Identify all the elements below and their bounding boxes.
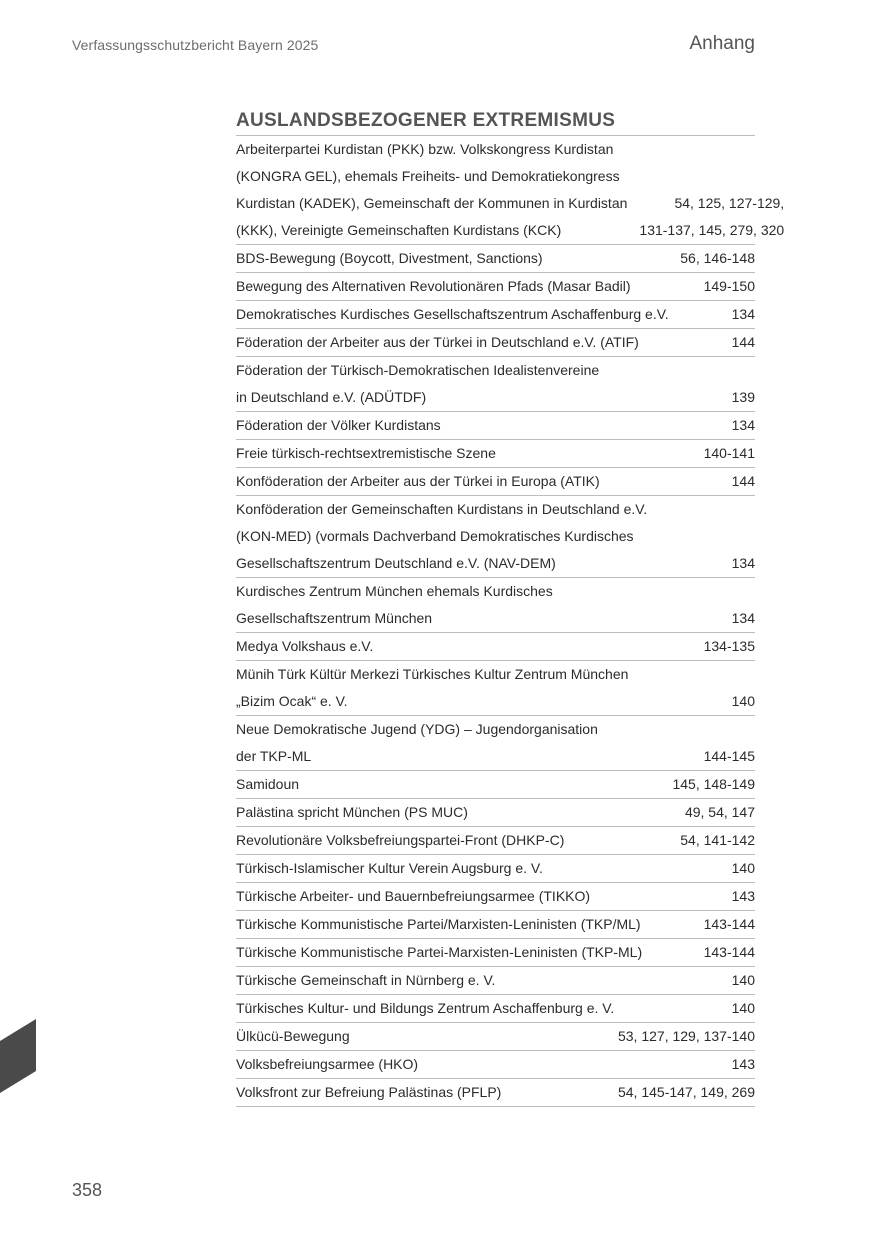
index-entry-pages [606, 1079, 755, 1106]
index-entry-term-line: Türkisches Kultur- und Bildungs Zentrum Aschaffenburg e. V. [236, 1000, 615, 1016]
index-entry-term-line: Gesellschaftszentrum München [236, 610, 433, 626]
index-entry-pages [720, 384, 755, 411]
index-entry-page-refs: 134 [731, 555, 755, 571]
index-entry-page-refs: 56, 146-148 [680, 250, 755, 266]
index-entry-term-line: (KON-MED) (vormals Dachverband Demokratisches Kurdisches [236, 528, 634, 544]
index-entry-term-line: Samidoun [236, 776, 300, 792]
index-entry-page-refs: 131-137, 145, 279, 320 [639, 222, 785, 238]
index-entry-term-line: in Deutschland e.V. (ADÜTDF) [236, 389, 427, 405]
index-entry [236, 468, 755, 496]
index-entry-term-line: (KONGRA GEL), ehemals Freiheits- und Demokratiekongress [236, 168, 620, 184]
index-entry-term-line: Volksfront zur Befreiung Palästinas (PFLP) [236, 1084, 502, 1100]
index-entry [236, 301, 755, 329]
index-entry-term [236, 1023, 606, 1050]
index-entry-term-line: Kurdisches Zentrum München ehemals Kurdisches [236, 583, 553, 599]
index-entry [236, 1051, 755, 1079]
index-entry-term-line: Türkisch-Islamischer Kultur Verein Augsburg e. V. [236, 860, 543, 876]
index-entry-page-refs: 140 [731, 693, 755, 709]
index-entry-list [236, 136, 785, 1107]
index-entry-term-line: Türkische Kommunistische Partei-Marxisten-Leninisten (TKP-ML) [236, 944, 643, 960]
index-entry [236, 855, 755, 883]
index-entry-page-refs: 134 [731, 417, 755, 433]
index-entry-page-refs: 143-144 [703, 916, 755, 932]
index-entry-term [236, 967, 720, 994]
index-entry-page-refs: 139 [731, 389, 755, 405]
chapter-tab-marker [0, 1019, 36, 1093]
index-entry-pages [692, 911, 755, 938]
index-entry-page-refs: 134 [731, 306, 755, 322]
index-entry-pages [660, 771, 755, 798]
index-entry-page-refs: 140 [731, 860, 755, 876]
index-entry [236, 771, 755, 799]
index-entry-pages [720, 301, 755, 328]
index-entry-term-line: BDS-Bewegung (Boycott, Divestment, Sanctions) [236, 250, 543, 266]
index-entry-page-refs: 145, 148-149 [672, 776, 755, 792]
index-entry-pages [720, 468, 755, 495]
index-entry-page-refs: 143 [731, 1056, 755, 1072]
index-entry-term-line: Neue Demokratische Jugend (YDG) – Jugendorganisation [236, 721, 598, 737]
index-entry-pages [720, 1051, 755, 1078]
index-entry-page-refs: 140 [731, 972, 755, 988]
index-entry-term [236, 273, 692, 300]
index-entry-term-line: Freie türkisch-rechtsextremistische Szene [236, 445, 496, 461]
index-entry-page-refs: 149-150 [703, 278, 755, 294]
index-entry-term [236, 633, 692, 660]
index-entry-pages [668, 245, 755, 272]
index-entry-term-line: Ülkücü-Bewegung [236, 1028, 350, 1044]
index-entry-term-line: Volksbefreiungsarmee (HKO) [236, 1056, 419, 1072]
index-entry [236, 716, 755, 771]
index-entry-pages [720, 605, 755, 632]
index-entry-term [236, 661, 720, 715]
index-entry [236, 827, 755, 855]
index-entry-pages [720, 883, 755, 910]
index-entry-term [236, 911, 692, 938]
index-entry-term-line: Palästina spricht München (PS MUC) [236, 804, 468, 820]
index-entry-term-line: (KKK), Vereinigte Gemeinschaften Kurdistans (KCK) [236, 222, 562, 238]
index-entry [236, 357, 755, 412]
index-entry-page-refs: 143-144 [703, 944, 755, 960]
index-entry-page-refs: 54, 141-142 [680, 832, 755, 848]
index-entry [236, 911, 755, 939]
index-entry-term [236, 136, 627, 244]
index-entry-page-refs: 53, 127, 129, 137-140 [617, 1028, 755, 1044]
index-entry [236, 883, 755, 911]
index-entry-term-line: Türkische Gemeinschaft in Nürnberg e. V. [236, 972, 496, 988]
index-entry-pages [692, 633, 755, 660]
index-entry-pages [668, 827, 755, 854]
index-entry-pages [692, 273, 755, 300]
index-entry-term [236, 1051, 720, 1078]
index-entry-term-line: Konföderation der Arbeiter aus der Türkei in Europa (ATIK) [236, 473, 600, 489]
index-entry-term [236, 578, 720, 632]
index-entry [236, 329, 755, 357]
index-entry-term [236, 329, 720, 356]
chapter-tab-shape [0, 1019, 36, 1093]
index-entry-term [236, 939, 692, 966]
index-entry-page-refs: 49, 54, 147 [684, 804, 755, 820]
index-entry-term [236, 440, 692, 467]
index-entry-page-refs: 140 [731, 1000, 755, 1016]
index-entry-term [236, 412, 720, 439]
index-entry-term [236, 245, 668, 272]
index-entry-pages [692, 939, 755, 966]
index-entry-term [236, 883, 720, 910]
index-entry-page-refs: 144-145 [703, 748, 755, 764]
index-entry-term-line: Föderation der Türkisch-Demokratischen Idealistenvereine [236, 362, 600, 378]
running-header: Verfassungsschutzbericht Bayern 2025 [72, 37, 319, 53]
index-entry-pages [720, 967, 755, 994]
section-title: AUSLANDSBEZOGENER EXTREMISMUS [236, 107, 755, 136]
index-entry [236, 799, 755, 827]
index-entry-term [236, 1079, 606, 1106]
index-entry-term-line: Bewegung des Alternativen Revolutionären Pfads (Masar Badil) [236, 278, 631, 294]
index-entry-pages [720, 688, 755, 715]
index-entry-pages [720, 550, 755, 577]
index-entry-term [236, 799, 673, 826]
index-entry-page-refs: 140-141 [703, 445, 755, 461]
index-entry-term [236, 827, 668, 854]
index-entry-term-line: Föderation der Völker Kurdistans [236, 417, 441, 433]
index-entry-term [236, 716, 692, 770]
index-entry-term-line: Föderation der Arbeiter aus der Türkei in Deutschland e.V. (ATIF) [236, 334, 639, 350]
index-entry-page-refs: 134-135 [703, 638, 755, 654]
index-entry-term [236, 855, 720, 882]
index-entry-pages [720, 329, 755, 356]
index-entry-pages [673, 799, 755, 826]
index-entry-pages [627, 190, 784, 244]
index-entry-pages [720, 412, 755, 439]
index-entry [236, 1079, 755, 1107]
index-entry-pages [606, 1023, 755, 1050]
index-entry-term-line: Türkische Arbeiter- und Bauernbefreiungsarmee (TIKKO) [236, 888, 591, 904]
index-entry-pages [692, 743, 755, 770]
index-entry-page-refs: 134 [731, 610, 755, 626]
index-entry-page-refs: 144 [731, 334, 755, 350]
index-entry-term [236, 771, 660, 798]
index-entry [236, 661, 755, 716]
index-entry [236, 440, 755, 468]
index-entry-pages [720, 855, 755, 882]
index-entry-term-line: Demokratisches Kurdisches Gesellschaftszentrum Aschaffenburg e.V. [236, 306, 669, 322]
index-entry-term [236, 301, 720, 328]
index-entry [236, 995, 755, 1023]
index-section [236, 107, 785, 1107]
page-number: 358 [72, 1180, 103, 1200]
index-entry-term-line: Konföderation der Gemeinschaften Kurdistans in Deutschland e.V. [236, 501, 648, 517]
index-entry [236, 578, 755, 633]
index-entry [236, 136, 785, 245]
index-entry [236, 1023, 755, 1051]
index-entry-term [236, 496, 720, 577]
index-entry-term-line: Medya Volkshaus e.V. [236, 638, 374, 654]
index-entry-term [236, 357, 720, 411]
index-entry-term-line: Gesellschaftszentrum Deutschland e.V. (NAV-DEM) [236, 555, 556, 571]
index-entry-term [236, 995, 720, 1022]
index-entry-page-refs: 54, 145-147, 149, 269 [617, 1084, 755, 1100]
index-entry [236, 967, 755, 995]
index-entry-page-refs: 143 [731, 888, 755, 904]
index-entry-term [236, 468, 720, 495]
index-entry-term-line: der TKP-ML [236, 748, 312, 764]
index-entry-pages [692, 440, 755, 467]
index-entry [236, 633, 755, 661]
index-entry [236, 412, 755, 440]
index-entry [236, 939, 755, 967]
index-entry [236, 273, 755, 301]
index-entry-term-line: Münih Türk Kültür Merkezi Türkisches Kultur Zentrum München [236, 666, 629, 682]
index-entry [236, 245, 755, 273]
index-entry-term-line: „Bizim Ocak“ e. V. [236, 693, 348, 709]
index-entry-term-line: Arbeiterpartei Kurdistan (PKK) bzw. Volkskongress Kurdistan [236, 141, 614, 157]
index-entry-page-refs: 144 [731, 473, 755, 489]
index-entry-page-refs: 54, 125, 127-129, [674, 195, 785, 211]
index-entry-pages [720, 995, 755, 1022]
index-entry-term-line: Kurdistan (KADEK), Gemeinschaft der Kommunen in Kurdistan [236, 195, 628, 211]
index-entry-term-line: Türkische Kommunistische Partei/Marxisten-Leninisten (TKP/ML) [236, 916, 641, 932]
index-entry [236, 496, 755, 578]
chapter-label: Anhang [689, 33, 755, 54]
index-entry-term-line: Revolutionäre Volksbefreiungspartei-Front (DHKP-C) [236, 832, 565, 848]
